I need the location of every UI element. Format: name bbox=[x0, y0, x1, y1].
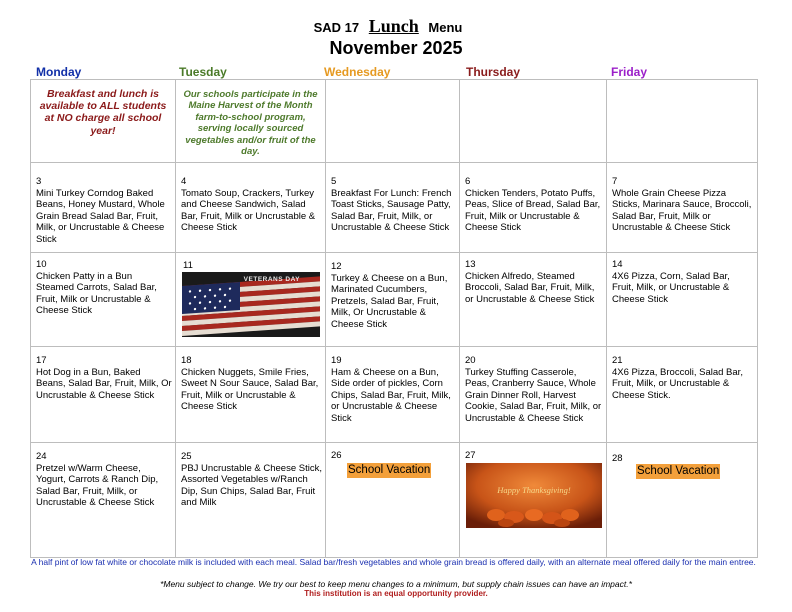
milk-salad-bar-note: A half pint of low fat white or chocolate milk is included with each meal. Salad bar/fresh vegetables and whole grain bread is offered daily, with an alternate meal offered daily for the main entree. bbox=[31, 557, 756, 567]
district-label: SAD 17 bbox=[313, 20, 360, 35]
menu-word: Menu bbox=[428, 20, 463, 35]
menu-text: Chicken Alfredo, Steamed Broccoli, Salad Bar, Fruit, Milk, or Uncrustable & Cheese Stick bbox=[465, 270, 595, 305]
day-cell bbox=[607, 347, 758, 443]
week-row bbox=[31, 443, 758, 558]
day-cell bbox=[326, 163, 460, 253]
day-number: 3 bbox=[36, 176, 42, 187]
day-cell bbox=[176, 163, 326, 253]
week-row bbox=[31, 253, 758, 347]
thanksgiving-caption: Happy Thanksgiving! bbox=[497, 485, 571, 495]
day-cell bbox=[326, 347, 460, 443]
day-cell bbox=[460, 253, 607, 347]
menu-text: Pretzel w/Warm Cheese, Yogurt, Carrots & Ranch Dip, Salad Bar, Fruit, Milk, or Uncrustable & Cheese Stick bbox=[36, 462, 159, 509]
veterans-day-caption: VETERANS DAY bbox=[243, 276, 300, 283]
day-number: 6 bbox=[465, 176, 471, 187]
week-row bbox=[31, 347, 758, 443]
day-cell bbox=[176, 443, 326, 558]
intro-cell-empty bbox=[460, 80, 607, 163]
menu-text: Whole Grain Cheese Pizza Sticks, Marinara Sauce, Broccoli, Salad Bar, Fruit, Milk or Uncrustable & Cheese Stick bbox=[612, 187, 752, 234]
school-vacation-badge: School Vacation bbox=[637, 465, 720, 477]
calendar-grid bbox=[30, 79, 758, 558]
day-number: 20 bbox=[465, 355, 476, 366]
month-title: November 2025 bbox=[329, 38, 463, 58]
day-number: 19 bbox=[331, 355, 342, 366]
day-number: 14 bbox=[612, 259, 623, 270]
menu-change-note: *Menu subject to change. We try our best to keep menu changes to a minimum, but supply chain issues can have an impact.* bbox=[160, 579, 632, 589]
header-tuesday: Tuesday bbox=[179, 65, 227, 79]
day-cell bbox=[176, 347, 326, 443]
harvest-note: Our schools participate in the Maine Harvest of the Month farm-to-school program, serving locally sourced vegetables and/or fruit of the day. bbox=[183, 89, 318, 158]
menu-title bbox=[0, 16, 792, 37]
day-cell bbox=[460, 347, 607, 443]
day-cell bbox=[31, 347, 176, 443]
header-wednesday: Wednesday bbox=[324, 65, 391, 79]
day-cell bbox=[31, 443, 176, 558]
menu-text: Chicken Patty in a Bun Steamed Carrots, Salad Bar, Fruit, Milk or Uncrustable & Cheese Stick bbox=[36, 270, 157, 317]
day-number: 7 bbox=[612, 176, 618, 187]
intro-row bbox=[31, 80, 758, 163]
menu-text: Tomato Soup, Crackers, Turkey and Cheese Sandwich, Salad Bar, Fruit, Milk or Uncrustable & Cheese Stick bbox=[181, 187, 316, 234]
free-meals-note: Breakfast and lunch is available to ALL students at NO charge all school year! bbox=[39, 88, 167, 137]
day-cell-vacation bbox=[607, 443, 758, 558]
day-number: 17 bbox=[36, 355, 47, 366]
menu-text: 4X6 Pizza, Corn, Salad Bar, Fruit, Milk, or Uncrustable & Cheese Stick bbox=[612, 270, 730, 305]
intro-cell-empty bbox=[326, 80, 460, 163]
day-number: 26 bbox=[331, 450, 342, 461]
day-cell bbox=[326, 253, 460, 347]
day-number: 5 bbox=[331, 176, 337, 187]
equal-opportunity-statement: This institution is an equal opportunity provider. bbox=[304, 589, 488, 598]
menu-text: Mini Turkey Corndog Baked Beans, Honey Mustard, Whole Grain Bread Salad Bar, Fruit, Milk, or Uncrustable & Cheese Stick bbox=[36, 187, 165, 245]
day-number: 18 bbox=[181, 355, 192, 366]
week-row bbox=[31, 163, 758, 253]
menu-text: Ham & Cheese on a Bun, Side order of pickles, Corn Chips, Salad Bar, Fruit, Milk, or Uncrustable & Cheese Stick bbox=[331, 366, 451, 424]
day-cell-veterans-day bbox=[176, 253, 326, 347]
weekday-header-row bbox=[30, 65, 757, 80]
intro-cell-monday bbox=[31, 80, 176, 163]
happy-thanksgiving-image bbox=[466, 463, 602, 528]
day-cell bbox=[607, 163, 758, 253]
day-number: 13 bbox=[465, 259, 476, 270]
menu-text: Hot Dog in a Bun, Baked Beans, Salad Bar, Fruit, Milk, Or Uncrustable & Cheese Stick bbox=[36, 366, 172, 401]
day-number: 12 bbox=[331, 261, 342, 272]
day-number: 21 bbox=[612, 355, 623, 366]
header-monday: Monday bbox=[36, 65, 82, 79]
day-cell-vacation bbox=[326, 443, 460, 558]
day-number: 24 bbox=[36, 451, 47, 462]
day-number: 27 bbox=[465, 450, 476, 461]
menu-text: 4X6 Pizza, Broccoli, Salad Bar, Fruit, Milk, or Uncrustable & Cheese Stick. bbox=[612, 366, 743, 401]
menu-text: PBJ Uncrustable & Cheese Stick, Assorted Vegetables w/Ranch Dip, Sun Chips, Salad Bar, Fruit and Milk bbox=[181, 462, 322, 509]
day-cell-thanksgiving bbox=[460, 443, 607, 558]
menu-text: Turkey & Cheese on a Bun, Marinated Cucumbers, Pretzels, Salad Bar, Fruit, Milk, Or Uncrustable & Cheese Stick bbox=[331, 272, 448, 330]
lunch-word: Lunch bbox=[368, 16, 419, 36]
day-cell bbox=[31, 163, 176, 253]
day-number: 11 bbox=[183, 260, 193, 271]
veterans-day-flag-image bbox=[182, 272, 320, 337]
day-number: 10 bbox=[36, 259, 47, 270]
intro-cell-empty bbox=[607, 80, 758, 163]
header-friday: Friday bbox=[611, 65, 648, 79]
day-cell bbox=[460, 163, 607, 253]
header-thursday: Thursday bbox=[466, 65, 521, 79]
school-vacation-badge: School Vacation bbox=[348, 464, 431, 476]
day-number: 4 bbox=[181, 176, 187, 187]
day-number: 28 bbox=[612, 453, 623, 464]
intro-cell-tuesday bbox=[176, 80, 326, 163]
day-cell bbox=[31, 253, 176, 347]
menu-text: Chicken Nuggets, Smile Fries, Sweet N Sour Sauce, Salad Bar, Fruit, Milk or Uncrustable & Cheese Stick bbox=[181, 366, 319, 413]
menu-text: Breakfast For Lunch: French Toast Sticks, Sausage Patty, Salad Bar, Fruit, Milk, or Uncrustable & Cheese Stick bbox=[331, 187, 452, 234]
day-number: 25 bbox=[181, 451, 192, 462]
menu-text: Chicken Tenders, Potato Puffs, Peas, Slice of Bread, Salad Bar, Fruit, Milk or Uncrustable & Cheese Stick bbox=[465, 187, 601, 234]
menu-text: Turkey Stuffing Casserole, Peas, Cranberry Sauce, Whole Grain Dinner Roll, Harvest Cookie, Salad Bar, Fruit, Milk, or Uncrustable & Cheese Stick bbox=[465, 366, 602, 424]
day-cell bbox=[607, 253, 758, 347]
